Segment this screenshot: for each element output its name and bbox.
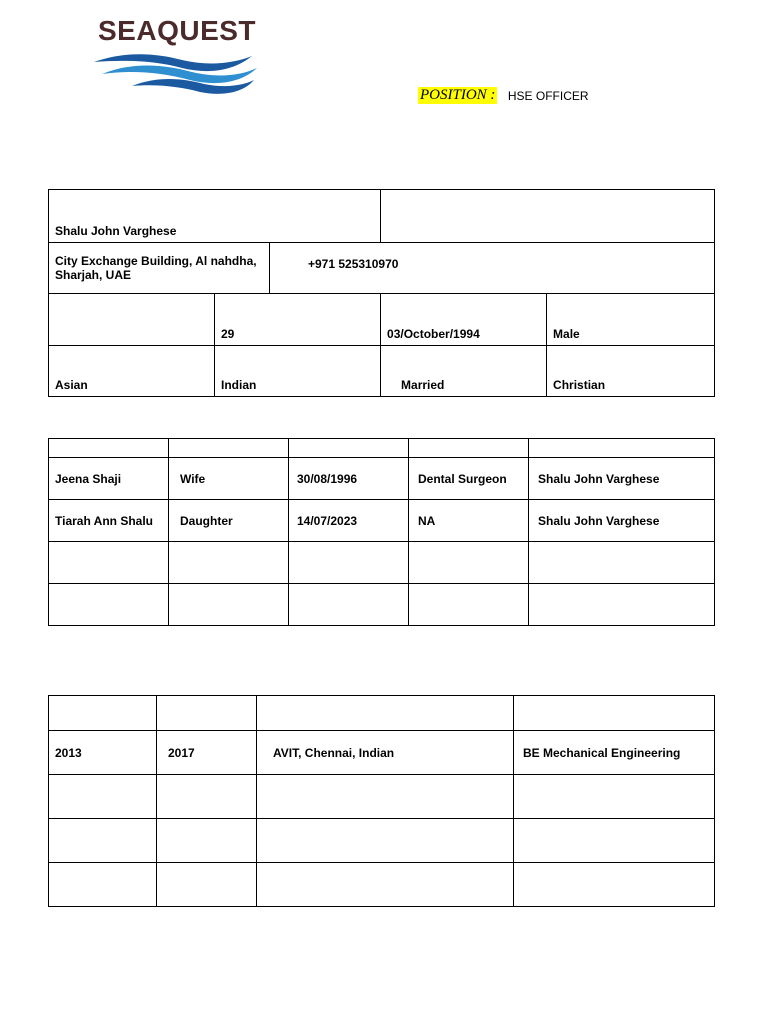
empty-cell: [49, 863, 157, 907]
family-relation: Wife: [169, 458, 289, 500]
phone-value: +971 525310970: [270, 243, 715, 294]
empty-cell: [289, 542, 409, 584]
empty-cell: [169, 584, 289, 626]
education-degree: BE Mechanical Engineering: [514, 731, 715, 775]
position-label: POSITION :: [420, 87, 496, 104]
empty-cell: [257, 819, 514, 863]
header-cell: [289, 439, 409, 458]
empty-cell: [409, 542, 529, 584]
empty-cell: [289, 584, 409, 626]
empty-cell: [529, 584, 715, 626]
wave-icon: [92, 48, 262, 98]
header-cell: [157, 696, 257, 731]
nationality-value: Indian: [215, 346, 381, 397]
empty-cell: [49, 819, 157, 863]
empty-cell: [49, 775, 157, 819]
empty-cell: [49, 584, 169, 626]
family-occupation: Dental Surgeon: [409, 458, 529, 500]
dob-value: 03/October/1994: [381, 294, 547, 346]
family-occupation: NA: [409, 500, 529, 542]
table-row: [49, 500, 715, 542]
family-guardian: Shalu John Varghese: [529, 500, 715, 542]
family-name: Jeena Shaji: [49, 458, 169, 500]
header-cell: [514, 696, 715, 731]
empty-cell: [514, 819, 715, 863]
education-institution: AVIT, Chennai, Indian: [257, 731, 514, 775]
position-row: [418, 87, 589, 107]
family-dob: 14/07/2023: [289, 500, 409, 542]
header-cell: [409, 439, 529, 458]
table-row: [49, 458, 715, 500]
family-guardian: Shalu John Varghese: [529, 458, 715, 500]
position-value: HSE OFFICER: [507, 88, 589, 103]
header-cell: [49, 696, 157, 731]
table-row: [49, 863, 715, 907]
empty-cell: [157, 819, 257, 863]
education-table: [48, 695, 715, 907]
table-row: [49, 819, 715, 863]
company-logo: [92, 14, 262, 86]
family-name: Tiarah Ann Shalu: [49, 500, 169, 542]
table-row: [49, 731, 715, 775]
gender-value: Male: [547, 294, 715, 346]
religion-value: Christian: [547, 346, 715, 397]
race-value: Asian: [49, 346, 215, 397]
header-cell: [529, 439, 715, 458]
empty-cell: [514, 863, 715, 907]
header-cell: [49, 439, 169, 458]
empty-cell: [529, 542, 715, 584]
personal-details-table: [48, 189, 715, 397]
family-dob: 30/08/1996: [289, 458, 409, 500]
education-end-year: 2017: [157, 731, 257, 775]
empty-cell: [49, 294, 215, 346]
empty-cell: [169, 542, 289, 584]
name-value: Shalu John Varghese: [49, 190, 381, 243]
empty-cell: [514, 775, 715, 819]
family-table: [48, 438, 715, 626]
table-row: [49, 542, 715, 584]
empty-cell: [157, 863, 257, 907]
header-cell: [257, 696, 514, 731]
age-value: 29: [215, 294, 381, 346]
empty-cell: [257, 775, 514, 819]
empty-cell: [409, 584, 529, 626]
family-relation: Daughter: [169, 500, 289, 542]
header-cell: [169, 439, 289, 458]
empty-cell: [49, 542, 169, 584]
empty-cell: [381, 190, 715, 243]
table-row: [49, 775, 715, 819]
empty-cell: [257, 863, 514, 907]
empty-cell: [157, 775, 257, 819]
table-row: [49, 584, 715, 626]
address-value: City Exchange Building, Al nahdha, Sharjah, UAE: [49, 243, 270, 294]
education-start-year: 2013: [49, 731, 157, 775]
logo-text: SEAQUEST: [98, 15, 257, 46]
marital-status-value: Married: [381, 346, 547, 397]
